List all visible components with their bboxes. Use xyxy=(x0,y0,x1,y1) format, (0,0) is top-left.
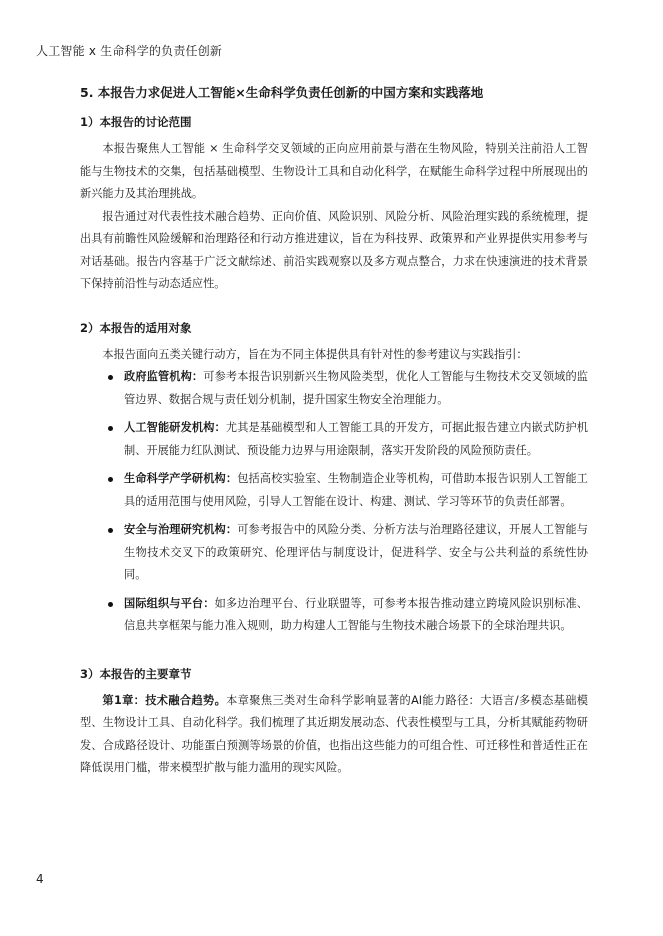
chapter-1-text: 本章聚焦三类对生命科学影响显著的AI能力路径：大语言/多模态基础模型、生物设计工具、自动化科学。我们梳理了其近期发展动态、代表性模型与工具，分析其赋能药物研发、合成路径设计、功能蛋白预测等场景的价值，也指出这些能力的可组合性、可迁移性和普适性正在降低误用门槛，带来模型扩散与能力滥用的现实风险。 xyxy=(80,693,588,774)
audience-item-government xyxy=(80,366,588,411)
running-header: 人工智能 x 生命科学的负责任创新 xyxy=(36,44,223,58)
section-title: 5. 本报告力求促进人工智能×生命科学负责任创新的中国方案和实践落地 xyxy=(80,85,484,100)
audience-item-ai-developers xyxy=(80,417,588,462)
bullet-icon xyxy=(108,602,113,607)
scope-title: 1）本报告的讨论范围 xyxy=(80,115,192,129)
scope-paragraph-1: 本报告聚焦人工智能 × 生命科学交叉领域的正向应用前景与潜在生物风险，特别关注前沿人工智能与生物技术的交集，包括基础模型、生物设计工具和自动化科学，在赋能生命科学过程中所展现出的新兴能力及其治理挑战。 xyxy=(80,142,588,200)
audience-list xyxy=(80,366,588,638)
chapters-title: 3）本报告的主要章节 xyxy=(80,666,192,681)
bullet-icon xyxy=(108,426,113,431)
audience-item-text: 包括高校实验室、生物制造企业等机构，可借助本报告识别人工智能工具的适用范围与使用风险，引导人工智能在设计、构建、测试、学习等环节的负责任部署。 xyxy=(124,472,588,508)
audience-item-text: 可参考本报告识别新兴生物风险类型，优化人工智能与生物技术交叉领域的监管边界、数据合规与责任划分机制，提升国家生物安全治理能力。 xyxy=(124,370,588,406)
audience-item-term: 国际组织与平台： xyxy=(124,596,215,610)
audience-item-term: 人工智能研发机构： xyxy=(124,421,226,434)
audience-item-international xyxy=(80,593,588,638)
scope-paragraph-2: 报告通过对代表性技术融合趋势、正向价值、风险识别、风险分析、风险治理实践的系统梳理，提出具有前瞻性风险缓解和治理路径和行动方推进建议，旨在为科技界、政策界和产业界提供实用参考与对话基础。报告内容基于广泛文献综述、前沿实践观察以及多方观点整合，力求在快速演进的技术背景下保持前沿性与动态适应性。 xyxy=(80,209,588,290)
page-body xyxy=(80,83,588,780)
chapter-1-label: 第1章：技术融合趋势。 xyxy=(102,693,227,707)
audience-item-term: 安全与治理研究机构： xyxy=(124,523,238,536)
bullet-icon xyxy=(108,528,113,533)
audience-title: 2）本报告的适用对象 xyxy=(80,320,192,335)
chapter-1-paragraph xyxy=(80,690,588,780)
audience-item-safety-research xyxy=(80,519,588,587)
audience-item-term: 生命科学产学研机构： xyxy=(124,472,238,485)
page-number: 4 xyxy=(36,872,44,886)
audience-intro: 本报告面向五类关键行动方，旨在为不同主体提供具有针对性的参考建议与实践指引： xyxy=(102,347,528,361)
audience-item-life-science xyxy=(80,468,588,513)
bullet-icon xyxy=(108,375,113,380)
audience-item-term: 政府监管机构： xyxy=(124,370,204,383)
audience-item-text: 尤其是基础模型和人工智能工具的开发方，可据此报告建立内嵌式防护机制、开展能力红队测试、预设能力边界与用途限制，落实开发阶段的风险预防责任。 xyxy=(124,421,588,457)
bullet-icon xyxy=(108,477,113,482)
audience-item-text: 可参考报告中的风险分类、分析方法与治理路径建议，开展人工智能与生物技术交叉下的政策研究、伦理评估与制度设计，促进科学、安全与公共利益的系统性协同。 xyxy=(124,523,588,581)
audience-item-text: 如多边治理平台、行业联盟等，可参考本报告推动建立跨境风险识别标准、信息共享框架与能力准入规则，助力构建人工智能与生物技术融合场景下的全球治理共识。 xyxy=(124,596,588,632)
